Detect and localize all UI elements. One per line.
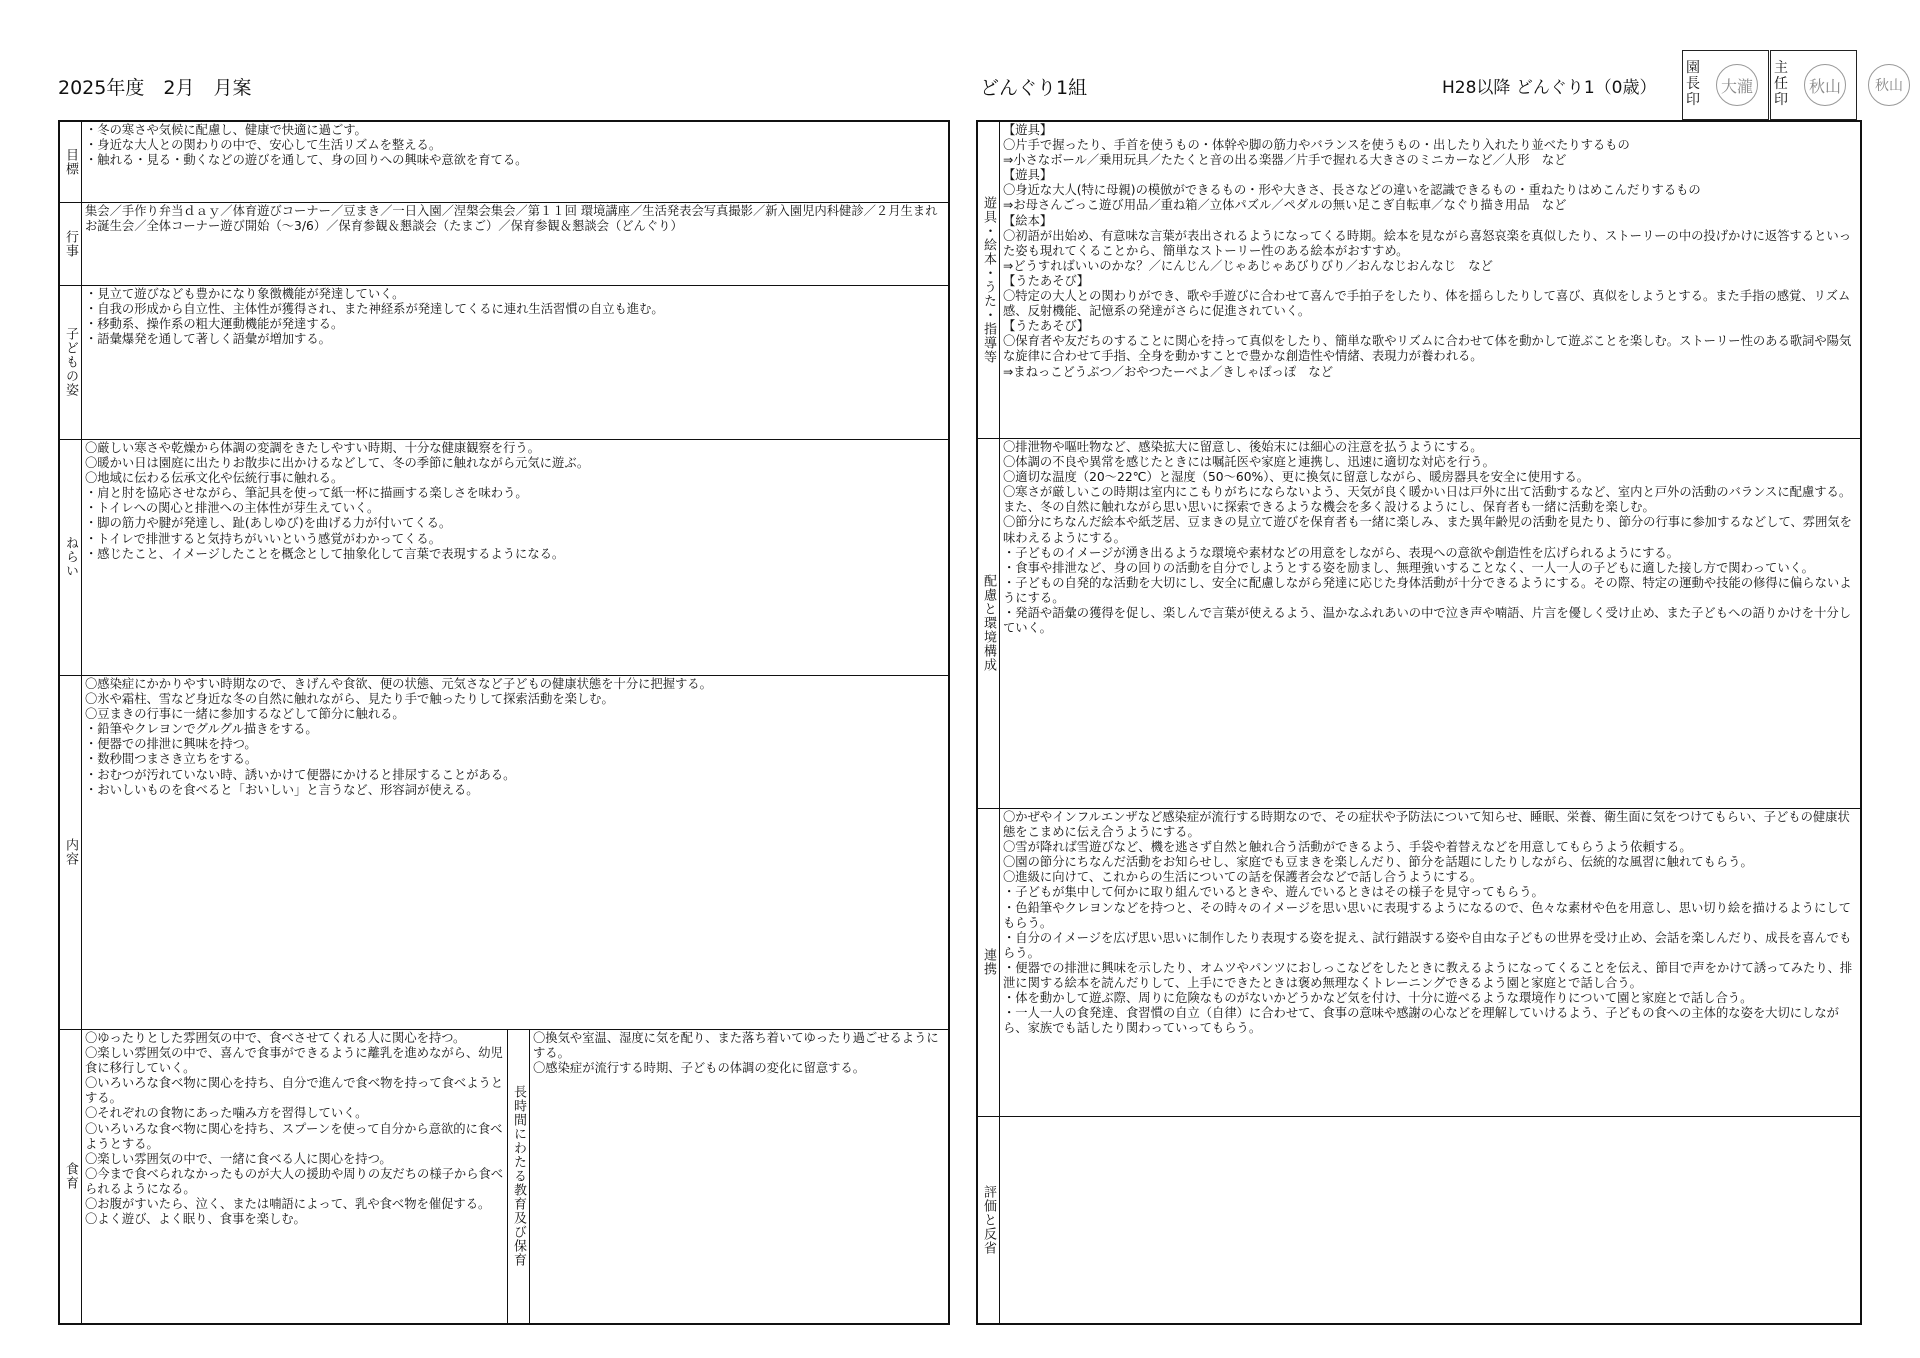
label-choujikan: 長時間にわたる教育及び保育 xyxy=(508,1029,530,1323)
cell-choujikan: 〇換気や室温、湿度に気を配り、また落ち着いてゆったり過ごせるようにする。 〇感染症が流行する時期、子どもの体調の変化に留意する。 xyxy=(533,1031,939,1076)
principal-stamp-label: 園長印 xyxy=(1686,60,1700,108)
label-nerai: ねらい xyxy=(60,439,82,675)
chief-seal: 秋山 xyxy=(1804,64,1846,106)
cell-hairyo: 〇排泄物や嘔吐物など、感染拡大に留意し、後始末には細心の注意を払うようにする。 〇体調の不良や異常を感じたときには嘱託医や家庭と連携し、迅速に適切な対応を行う。 〇適切な温度（20～22℃）と湿度（50～60%）、更に換気に留意しながら、暖房器具を安全に使用する。 〇寒さが厳しいこの時期は室内にこもりがちにならないよう、天気が良く暖かい日は戸外に出て活動するなど、室内と戸外の活動のバランスに配慮する。また、冬の自然に触れながら思い思いに探索できるような機会を多く設けるようにし、保育者も一緒に活動を楽しむ。 〇節分にちなんだ絵本や紙芝居、豆まきの見立て遊びを保育者も一緒に楽しみ、また異年齢児の活動を見たり、節分の行事に参加するなどして、雰囲気を味わえるようにする。 ・子どものイメージが湧き出るような環境や素材などの用意をしながら、表現への意欲や創造性を広げられるようにする。 ・食事や排泄など、身の回りの活動を自分でしようとする姿を励まし、無理強いすることなく、一人一人の子どもに適した接し方で関わっていく。 ・子どもの自発的な活動を大切にし、安全に配慮しながら発達に応じた身体活動が十分できるようにする。その際、特定の運動や技能の修得に偏らないようにする。 ・発語や語彙の獲得を促し、楽しんで言葉が使えるよう、温かなふれあいの中で泣き声や喃語、片言を優しく受け止め、また子どもへの語りかけを十分していく。 xyxy=(1003,440,1852,636)
cell-sugata: ・見立て遊びなども豊かになり象徴機能が発達していく。 ・自我の形成から自立性、主体性が獲得され、また神経系が発達してくるに連れ生活習慣の自立も進む。 ・移動系、操作系の粗大運動機能が発達する。 ・語彙爆発を通して著しく語彙が増加する。 xyxy=(85,287,664,347)
cell-nerai: 〇厳しい寒さや乾燥から体調の変調をきたしやすい時期、十分な健康観察を行う。 〇暖かい日は園庭に出たりお散歩に出かけるなどして、冬の季節に触れながら元気に遊ぶ。 〇地域に伝わる伝承文化や伝統行事に触れる。 ・肩と肘を協応させながら、筆記具を使って紙一杯に描画する楽しさを味わう。 ・トイレへの関心と排泄への主体性が芽生えていく。 ・脚の筋力や腱が発達し、趾(あしゆび)を曲げる力が付いてくる。 ・トイレで排泄すると気持ちがいいという感覚がわかってくる。 ・感じたこと、イメージしたことを概念として抽象化して言葉で表現するようになる。 xyxy=(85,441,590,561)
label-sugata: 子どもの姿 xyxy=(60,285,82,439)
right-panel xyxy=(976,120,1862,1325)
label-asobi: 遊具・絵本・うた・指導等 xyxy=(978,122,1000,438)
label-naiyo: 内容 xyxy=(60,675,82,1029)
chief-stamp-label: 主任印 xyxy=(1774,60,1788,108)
cell-asobi: 【遊具】 〇片手で握ったり、手首を使うもの・体幹や脚の筋力やバランスを使うもの・出したり入れたり並べたりするもの ⇒小さなボール／乗用玩具／たたくと音の出る楽器／片手で握れる大きさのミニカーなど／人形 など 【遊具】 〇身近な大人(特に母親)の模倣ができるもの・形や大きさ、長さなどの違いを認識できるもの・重ねたりはめこんだりするもの ⇒お母さんごっこ遊び用品／重ね箱／立体パズル／ペダルの無い足こぎ自転車／なぐり描き用品 など 【絵本】 〇初語が出始め、有意味な言葉が表出されるようになってくる時期。絵本を見ながら喜怒哀楽を真似したり、ストーリーの中の投げかけに返答するといった姿も現れてくることから、簡単なストーリー性のある絵本がおすすめ。 ⇒どうすればいいのかな？／にんじん／じゃあじゃあびりびり／おんなじおんなじ など 【うたあそび】 〇特定の大人との関わりができ、歌や手遊びに合わせて喜んで手拍子をしたり、体を揺らしたりして喜び、真似をしようとする。また手指の感覚、リズム感、反射機能、記憶系の発達がさらに促進されていく。 【うたあそび】 〇保育者や友だちのすることに関心を持って真似をしたり、簡単な歌やリズムに合わせて体を動かして遊ぶことを楽しむ。ストーリー性のある歌詞や陽気な旋律に合わせて手指、全身を動かすことで豊かな創造性や情緒、表現力が養われる。 ⇒まねっこどうぶつ／おやつたーべよ／きしゃぽっぽ など xyxy=(1003,123,1852,379)
left-panel xyxy=(58,120,950,1325)
label-shokuiku: 食育 xyxy=(60,1029,82,1323)
principal-seal: 大瀧 xyxy=(1716,64,1758,106)
cell-gyoji: 集会／手作り弁当ｄａｙ／体育遊びコーナー／豆まき／一日入園／涅槃会集会／第１１回 環境講座／生活発表会写真撮影／新入園児内科健診／２月生まれお誕生会／全体コーナー遊び開始（～3/6）／保育参観＆懇談会（たまご）／保育参観＆懇談会（どんぐり） xyxy=(85,204,938,234)
label-gyoji: 行事 xyxy=(60,202,82,285)
label-hairyo: 配慮と環境構成 xyxy=(978,438,1000,808)
cell-naiyo: 〇感染症にかかりやすい時期なので、きげんや食欲、便の状態、元気さなど子どもの健康状態を十分に把握する。 〇氷や霜柱、雪など身近な冬の自然に触れながら、見たり手で触ったりして探索活動を楽しむ。 〇豆まきの行事に一緒に参加するなどして節分に触れる。 ・鉛筆やクレヨンでグルグル描きをする。 ・便器での排泄に興味を持つ。 ・数秒間つまさき立ちをする。 ・おむつが汚れていない時、誘いかけて便器にかけると排尿することがある。 ・おいしいものを食べると「おいしい」と言うなど、形容詞が使える。 xyxy=(85,677,712,797)
cell-mokuhyo: ・冬の寒さや気候に配慮し、健康で快適に過ごす。 ・身近な大人との関わりの中で、安心して生活リズムを整える。 ・触れる・見る・動くなどの遊びを通して、身の回りへの興味や意欲を育てる。 xyxy=(85,123,528,168)
cell-hyoka[interactable] xyxy=(1000,1117,1860,1323)
label-mokuhyo: 目標 xyxy=(60,122,82,202)
label-hyoka: 評価と反省 xyxy=(978,1116,1000,1323)
header-plan-code: H28以降 どんぐり1（0歳） xyxy=(1442,78,1657,98)
header-title-left: 2025年度 2月 月案 xyxy=(58,77,252,99)
label-renkei: 連携 xyxy=(978,808,1000,1116)
extra-seal: 秋山 xyxy=(1868,64,1910,106)
cell-shokuiku: 〇ゆったりとした雰囲気の中で、食べさせてくれる人に関心を持つ。 〇楽しい雰囲気の中で、喜んで食事ができるように離乳を進めながら、幼児食に移行していく。 〇いろいろな食べ物に関心を持ち、自分で進んで食べ物を持って食べようとする。 〇それぞれの食物にあった噛み方を習得していく。 〇いろいろな食べ物に関心を持ち、スプーンを使って自分から意欲的に食べようとする。 〇楽しい雰囲気の中で、一緒に食べる人に関心を持つ。 〇今まで食べられなかったものが大人の援助や周りの友だちの様子から食べられるようになる。 〇お腹がすいたら、泣く、または喃語によって、乳や食べ物を催促する。 〇よく遊び、よく眠り、食事を楽しむ。 xyxy=(85,1031,504,1227)
cell-renkei: 〇かぜやインフルエンザなど感染症が流行する時期なので、その症状や予防法について知らせ、睡眠、栄養、衛生面に気をつけてもらい、子どもの健康状態をこまめに伝え合うようにする。 〇雪が降れば雪遊びなど、機を逃さず自然と触れ合う活動ができるよう、手袋や着替えなどを用意してもらうよう依頼する。 〇園の節分にちなんだ活動をお知らせし、家庭でも豆まきを楽しんだり、節分を話題にしたりしながら、伝統的な風習に触れてもらう。 〇進級に向けて、これからの生活についての話を保護者会などで話し合うようにする。 ・子どもが集中して何かに取り組んでいるときや、遊んでいるときはその様子を見守ってもらう。 ・色鉛筆やクレヨンなどを持つと、その時々のイメージを思い思いに表現するようになるので、色々な素材や色を用意し、思い切り絵を描けるようにしてもらう。 ・自分のイメージを広げ思い思いに制作したり表現する姿を捉え、試行錯誤する姿や自由な子どもの世界を受け止め、会話を楽しんだり、成長を喜んでもらう。 ・便器での排泄に興味を示したり、オムツやパンツにおしっこなどをしたときに教えるようになってくることを伝え、節目で声をかけて誘ってみたり、排泄に関する絵本を読んだりして、上手にできたときは褒め無理なくトレーニングできるよう園と家庭とで話し合う。 ・体を動かして遊ぶ際、周りに危険なものがないかどうかなど気を付け、十分に遊べるような環境作りについて園と家庭とで話し合う。 ・一人一人の食発達、食習慣の自立（自律）に合わせて、食事の意味や感謝の心などを理解していけるよう、子どもの食への主体的な姿を大切にしながら、家族でも話したり関わっていってもらう。 xyxy=(1003,810,1853,1036)
header-class-name: どんぐり1組 xyxy=(980,77,1088,99)
